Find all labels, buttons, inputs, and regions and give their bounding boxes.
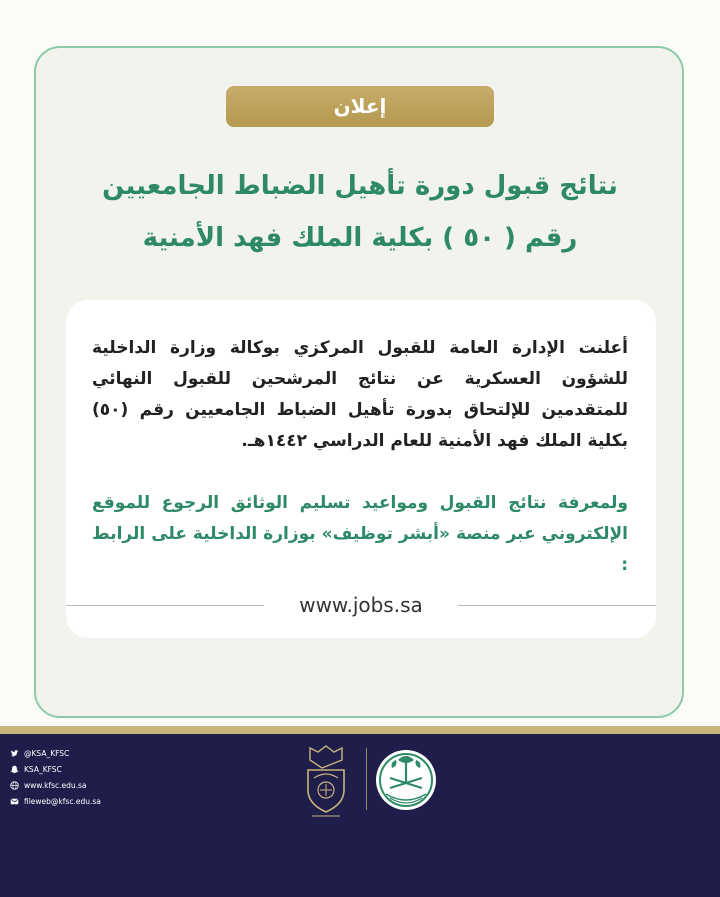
footer	[0, 734, 720, 897]
globe-icon	[10, 781, 19, 790]
email-row[interactable]	[10, 794, 101, 809]
announcement-badge: إعلان	[226, 86, 494, 127]
link-row	[66, 588, 656, 622]
email-icon	[10, 797, 19, 806]
announcement-paragraph: أعلنت الإدارة العامة للقبول المركزي بوكالة وزارة الداخلية للشؤون العسكرية عن نتائج المرشحين للقبول النهائي للمتقدمين للإلتحاق بدورة تأهيل الضباط الجامعيين رقم (٥٠) بكلية الملك فهد الأمنية للعام الدراسي ١٤٤٢هـ.	[92, 338, 628, 451]
title-line-1: نتائج قبول دورة تأهيل الضباط الجامعيين	[102, 171, 618, 201]
social-links	[10, 746, 101, 810]
snapchat-row[interactable]	[10, 762, 101, 777]
title-line-2: رقم ( ٥٠ ) بكلية الملك فهد الأمنية	[142, 223, 578, 253]
divider-right	[458, 605, 656, 606]
snapchat-handle: KSA_KFSC	[24, 765, 62, 774]
jobs-link[interactable]: www.jobs.sa	[299, 593, 423, 617]
ministry-emblem-icon	[376, 750, 436, 810]
gold-strip	[0, 726, 720, 734]
twitter-row[interactable]	[10, 746, 101, 761]
twitter-icon	[10, 749, 19, 758]
email-address: fileweb@kfsc.edu.sa	[24, 797, 101, 806]
snapchat-icon	[10, 765, 19, 774]
website-link: www.kfsc.edu.sa	[24, 781, 87, 790]
twitter-handle: @KSA_KFSC	[24, 749, 70, 758]
college-emblem-icon	[308, 746, 344, 816]
instructions-paragraph: ولمعرفة نتائج القبول ومواعيد تسليم الوثائق الرجوع للموقع الإلكتروني عبر منصة «أبشر توظيف» بوزارة الداخلية على الرابط :	[92, 493, 628, 575]
logos	[300, 738, 450, 824]
website-row[interactable]	[10, 778, 101, 793]
logos-divider	[366, 748, 367, 810]
